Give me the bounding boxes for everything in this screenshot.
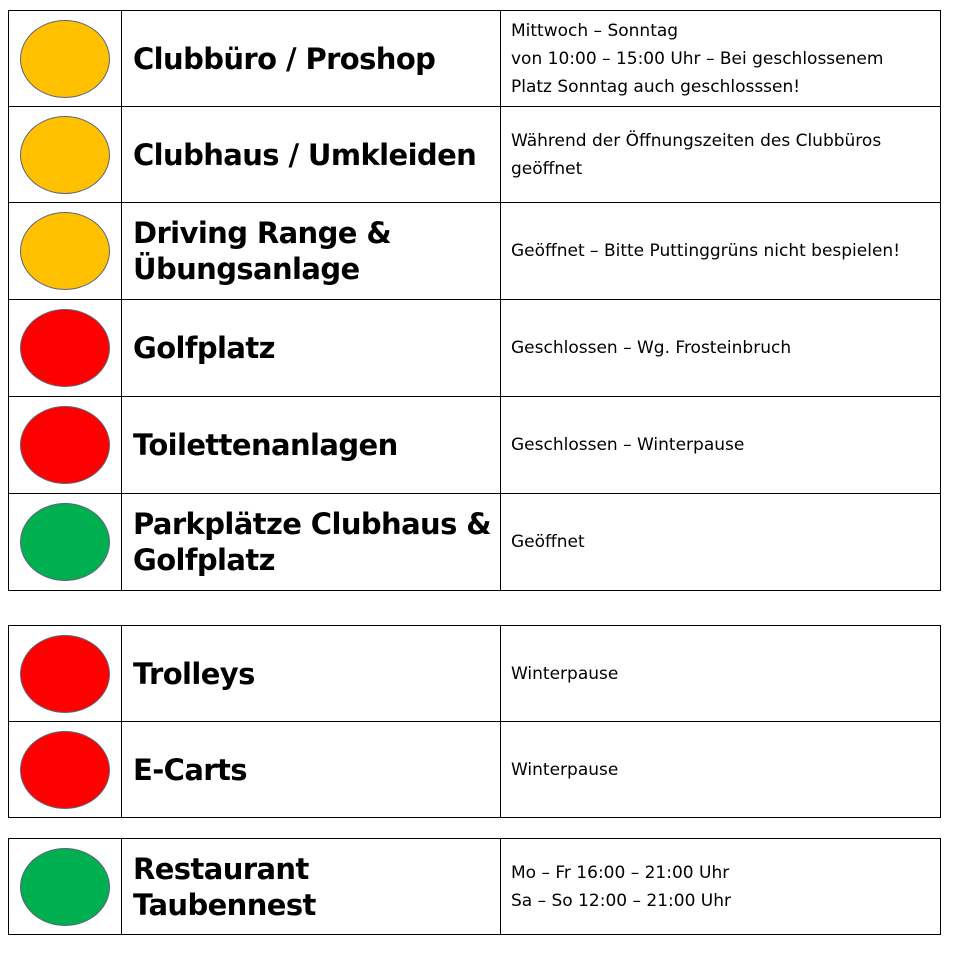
table-row	[9, 722, 941, 818]
rental-status-table	[8, 625, 941, 818]
facility-info	[501, 300, 941, 397]
facility-info	[501, 107, 941, 203]
info-line: Geschlossen – Winterpause	[511, 435, 745, 455]
facility-name: Trolleys	[122, 626, 501, 722]
status-light-icon	[20, 848, 110, 926]
facility-name: Clubbüro / Proshop	[122, 11, 501, 107]
facility-info	[501, 11, 941, 107]
status-light-icon	[20, 309, 110, 387]
info-line: von 10:00 – 15:00 Uhr – Bei geschlossenem Platz Sonntag auch geschlosssen!	[511, 48, 884, 97]
info-line: Mo – Fr 16:00 – 21:00 Uhr	[511, 862, 730, 883]
status-light-icon	[20, 406, 110, 484]
table-row	[9, 839, 941, 935]
table-row	[9, 11, 941, 107]
facility-name: Clubhaus / Umkleiden	[122, 107, 501, 203]
info-line: Winterpause	[511, 663, 619, 684]
table-row	[9, 494, 941, 591]
table-row	[9, 203, 941, 300]
info-line: Sa – So 12:00 – 21:00 Uhr	[511, 890, 732, 911]
status-light-icon	[20, 20, 110, 98]
facility-name: Restaurant Taubennest	[122, 839, 501, 935]
facility-info	[501, 839, 941, 935]
table-row	[9, 397, 941, 494]
status-light-icon	[20, 116, 110, 194]
facility-name: E-Carts	[122, 722, 501, 818]
table-row	[9, 107, 941, 203]
info-line: Winterpause	[511, 759, 619, 780]
info-line: Während der Öffnungszeiten des Clubbüros geöffnet	[511, 130, 882, 179]
facility-info	[501, 722, 941, 818]
facilities-status-table	[8, 10, 941, 591]
status-light-icon	[20, 212, 110, 290]
facility-name: Parkplätze Clubhaus & Golfplatz	[122, 494, 501, 591]
status-light-icon	[20, 731, 110, 809]
status-light-icon	[20, 503, 110, 581]
facility-name: Golfplatz	[122, 300, 501, 397]
info-line: Geöffnet	[511, 532, 585, 552]
facility-name: Driving Range & Übungsanlage	[122, 203, 501, 300]
facility-name: Toilettenanlagen	[122, 397, 501, 494]
restaurant-status-table	[8, 838, 941, 935]
table-row	[9, 626, 941, 722]
status-light-icon	[20, 635, 110, 713]
table-row	[9, 300, 941, 397]
info-line: Mittwoch – Sonntag	[511, 20, 679, 41]
info-line: Geöffnet – Bitte Puttinggrüns nicht bespielen!	[511, 241, 901, 261]
facility-info	[501, 397, 941, 494]
facility-info	[501, 626, 941, 722]
facility-info	[501, 203, 941, 300]
info-line: Geschlossen – Wg. Frosteinbruch	[511, 338, 792, 358]
facility-info	[501, 494, 941, 591]
